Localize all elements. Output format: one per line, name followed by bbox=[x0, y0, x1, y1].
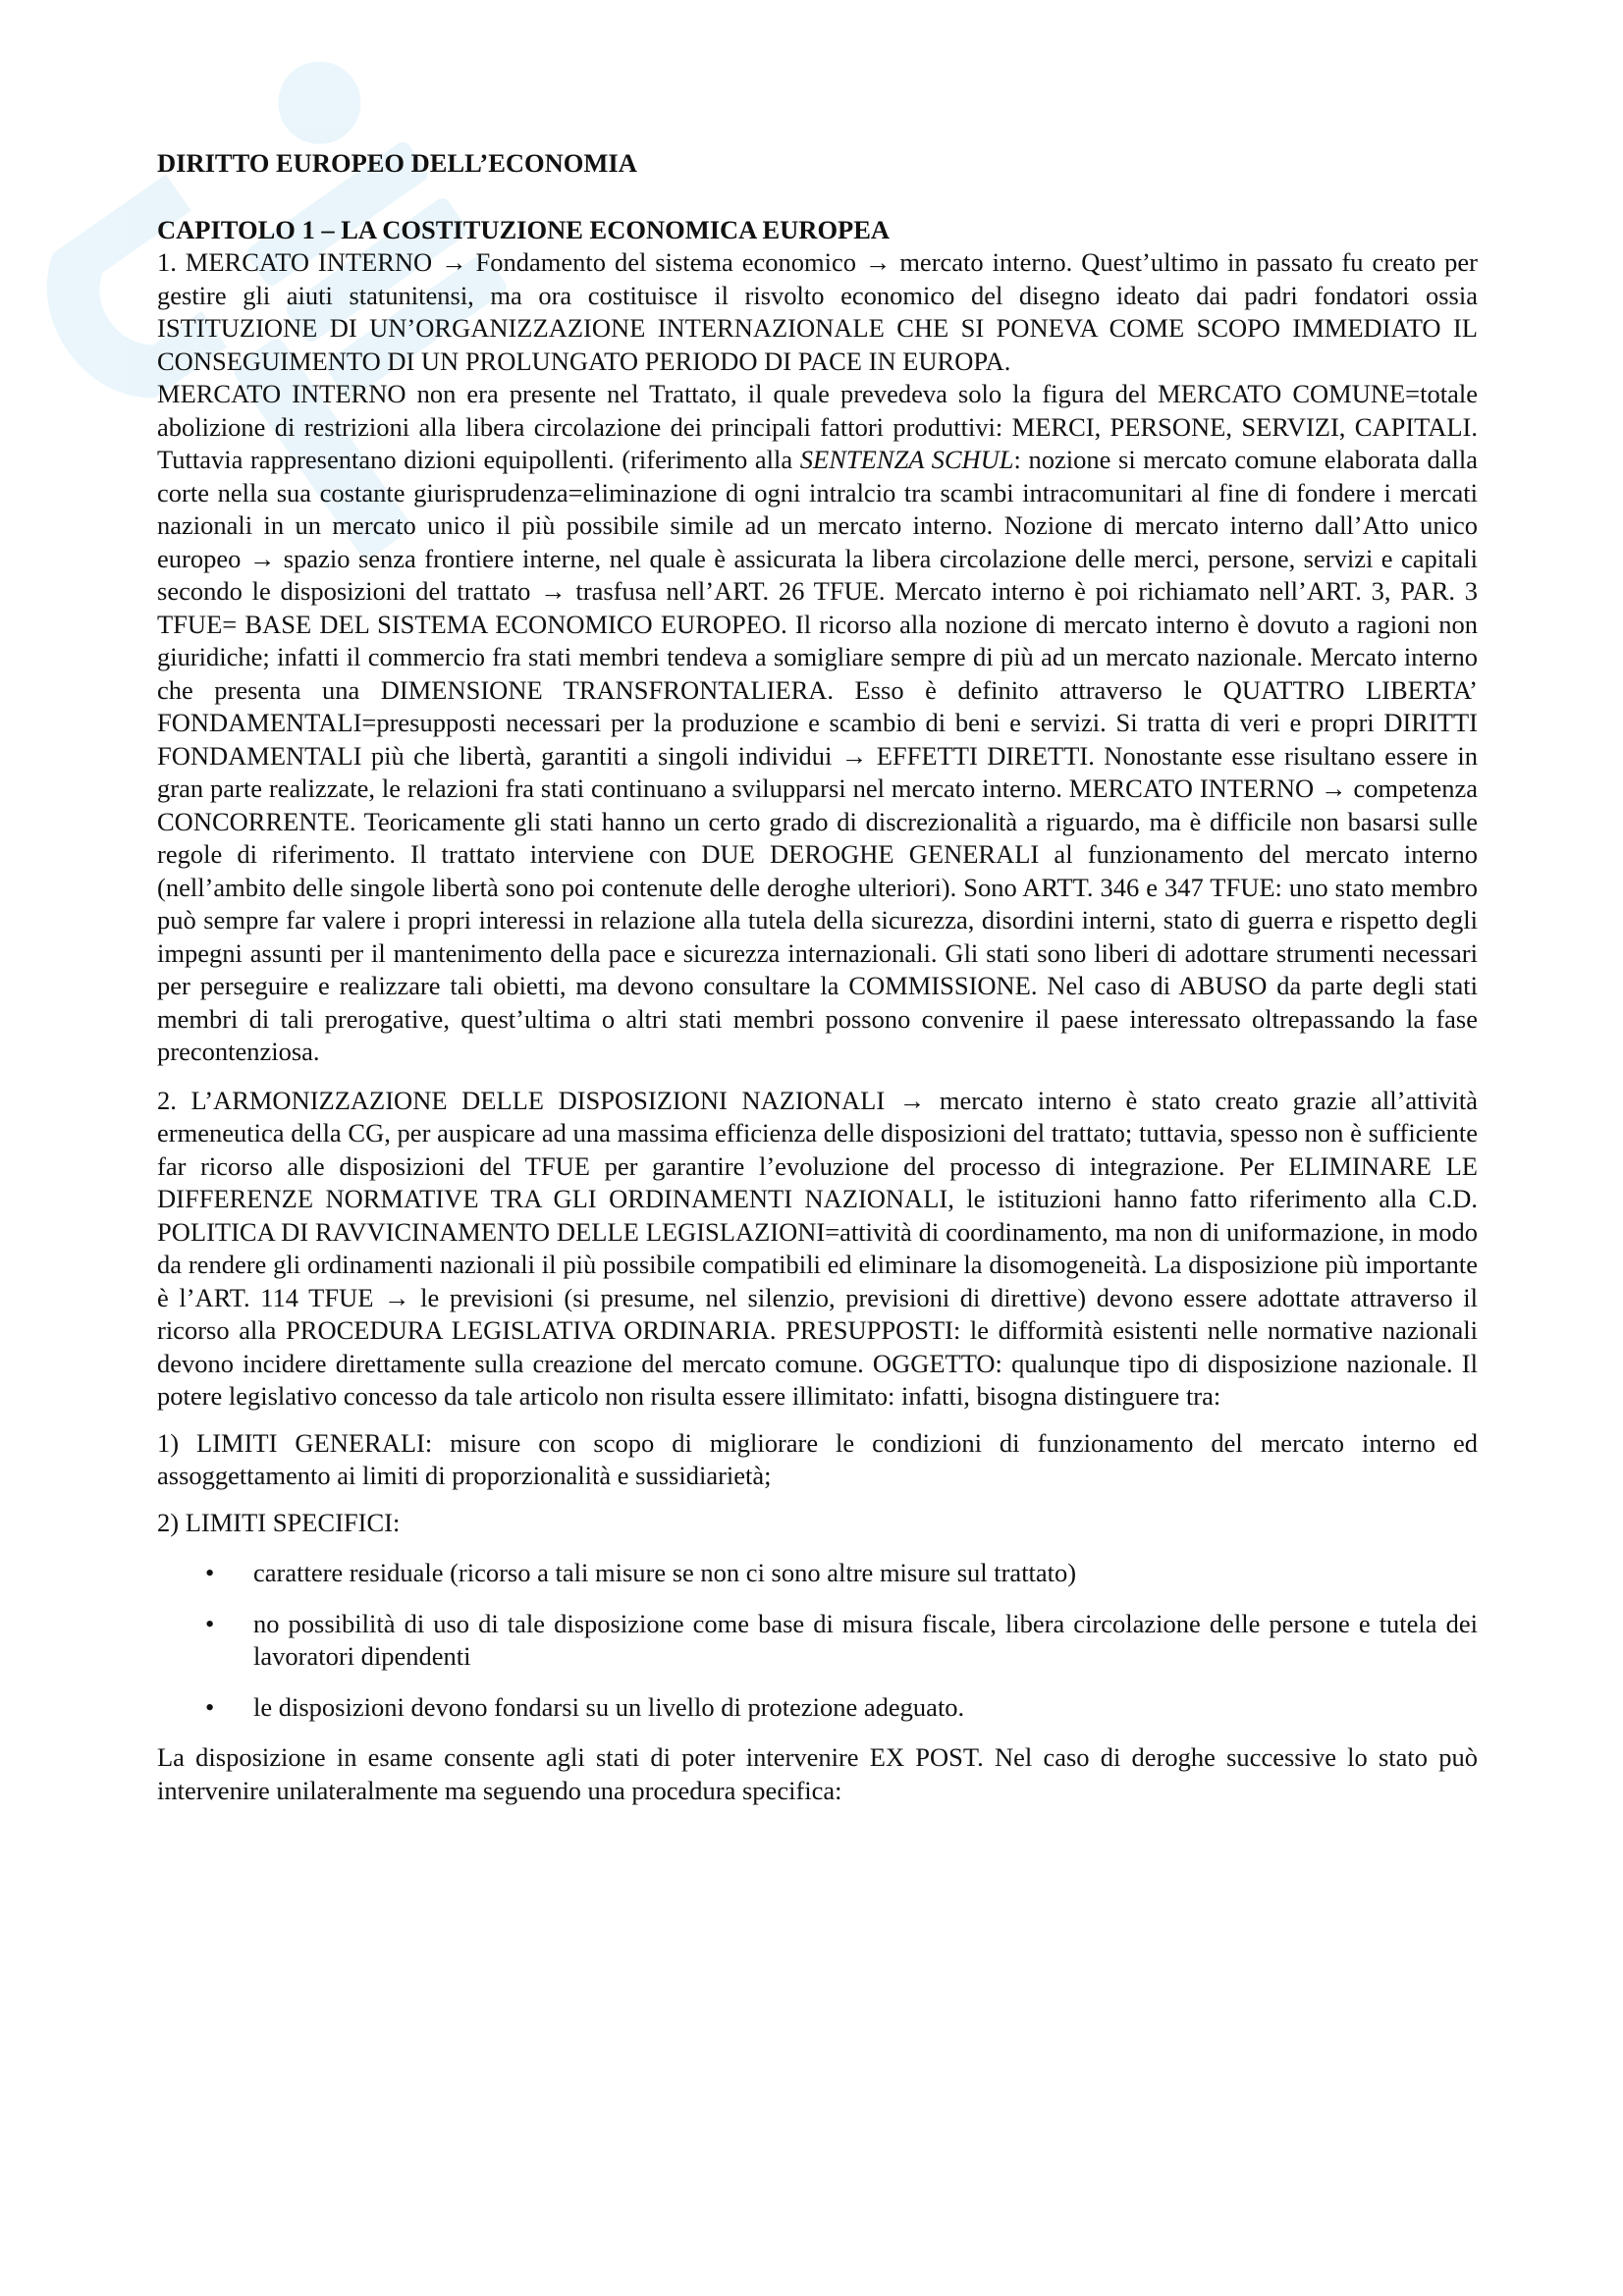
list-item: • no possibilità di uso di tale disposizione come base di misura fiscale, libera circolazione delle persone e tutela dei lavoratori dipendenti bbox=[205, 1608, 1478, 1671]
paragraph-armonizzazione: 2. L’ARMONIZZAZIONE DELLE DISPOSIZIONI NAZIONALI → mercato interno è stato creato grazie all’attività ermeneutica della CG, per auspicare ad una massima efficienza delle disposizioni del trattato; tuttavia, spesso non è sufficiente far ricorso alle disposizioni del TFUE per garantire l’evoluzione del processo di integrazione. Per ELIMINARE LE DIFFERENZE NORMATIVE TRA GLI ORDINAMENTI NAZIONALI, le istituzioni hanno fatto riferimento alla C.D. POLITICA DI RAVVICINAMENTO DELLE LEGISLAZIONI=attività di coordinamento, ma non di uniformazione, in modo da rendere gli ordinamenti nazionali il più possibile compatibili ed eliminare la disomogeneità. La disposizione più importante è l’ART. 114 TFUE → le previsioni (si presume, nel silenzio, previsioni di direttive) devono essere adottate attraverso il ricorso alla PROCEDURA LEGISLATIVA ORDINARIA. PRESUPPOSTI: le difformità esistenti nelle normative nazionali devono incidere direttamente sulla creazione del mercato comune. OGGETTO: qualunque tipo di disposizione nazionale. Il potere legislativo concesso da tale articolo non risulta essere illimitato: infatti, bisogna distinguere tra: bbox=[157, 1085, 1478, 1411]
paragraph-limiti-specifici: 2) LIMITI SPECIFICI: bbox=[157, 1507, 401, 1537]
document-page bbox=[157, 147, 1478, 1807]
sentenza-schul-reference: SENTENZA SCHUL bbox=[799, 445, 1014, 474]
list-item: • carattere residuale (ricorso a tali misure se non ci sono altre misure sul trattato) bbox=[157, 1557, 1478, 1590]
paragraph-ex-post: La disposizione in esame consente agli stati di poter intervenire EX POST. Nel caso di deroghe successive lo stato può intervenire unilateralmente ma seguendo una procedura specifica: bbox=[157, 1742, 1478, 1805]
limiti-specifici-list bbox=[157, 1557, 1478, 1724]
paragraph-mercato-comune bbox=[157, 378, 1478, 1069]
document-title: DIRITTO EUROPEO DELL’ECONOMIA bbox=[157, 148, 637, 178]
bullet-icon: • bbox=[205, 1608, 215, 1638]
list-item: • le disposizioni devono fondarsi su un livello di protezione adeguato. bbox=[157, 1691, 1478, 1725]
bullet-icon: • bbox=[205, 1558, 215, 1587]
paragraph-text: MERCATO INTERNO non era presente nel Trattato, il quale prevedeva solo la figura del MERCATO COMUNE=totale abolizione di restrizioni alla libera circolazione dei principali fattori produttivi: MERCI, PERSONE, SERVIZI, CAPITALI. Tuttavia rappresentano dizioni equipollenti. (riferimento alla bbox=[157, 379, 1478, 474]
chapter-title: CAPITOLO 1 – LA COSTITUZIONE ECONOMICA EUROPEA bbox=[157, 214, 891, 244]
paragraph-mercato-interno: 1. MERCATO INTERNO → Fondamento del sistema economico → mercato interno. Quest’ultimo in passato fu creato per gestire gli aiuti statunitensi, ma ora costituisce il risvolto economico del disegno ideato dai padri fondatori ossia ISTITUZIONE DI UN’ORGANIZZAZIONE INTERNAZIONALE CHE SI PONEVA COME SCOPO IMMEDIATO IL CONSEGUIMENTO DI UN PROLUNGATO PERIODO DI PACE IN EUROPA. bbox=[157, 247, 1478, 376]
paragraph-text: : nozione si mercato comune elaborata dalla corte nella sua costante giurisprudenza=eliminazione di ogni intralcio tra scambi intracomunitari al fine di fondere i mercati nazionali in un mercato unico il più possibile simile ad un mercato interno. Nozione di mercato interno dall’Atto unico europeo → spazio senza frontiere interne, nel quale è assicurata la libera circolazione delle merci, persone, servizi e capitali secondo le disposizioni del trattato → trasfusa nell’ART. 26 TFUE. Mercato interno è poi richiamato nell’ART. 3, PAR. 3 TFUE= BASE DEL SISTEMA ECONOMICO EUROPEO. Il ricorso alla nozione di mercato interno è dovuto a ragioni non giuridiche; infatti il commercio fra stati membri tendeva a somigliare sempre di più ad un mercato nazionale. Mercato interno che presenta una DIMENSIONE TRANSFRONTALIERA. Esso è definito attraverso le QUATTRO LIBERTA’ FONDAMENTALI=presupposti necessari per la produzione e scambio di beni e servizi. Si tratta di veri e propri DIRITTI FONDAMENTALI più che libertà, garantiti a singoli individui → EFFETTI DIRETTI. Nonostante esse risultano essere in gran parte realizzate, le relazioni fra stati continuano a svilupparsi nel mercato interno. MERCATO INTERNO → competenza CONCORRENTE. Teoricamente gli stati hanno un certo grado di discrezionalità a riguardo, ma è difficile non basarsi sulle regole di riferimento. Il trattato interviene con DUE DEROGHE GENERALI al funzionamento del mercato interno (nell’ambito delle singole libertà sono poi contenute delle deroghe ulteriori). Sono ARTT. 346 e 347 TFUE: uno stato membro può sempre far valere i propri interessi in relazione alla tutela della sicurezza, disordini interni, stato di guerra e rispetto degli impegni assunti per il mantenimento della pace e sicurezza internazionali. Gli stati sono liberi di adottare strumenti necessari per perseguire e realizzare tali obietti, ma devono consultare la COMMISSIONE. Nel caso di ABUSO da parte degli stati membri di tali prerogative, quest’ultima o altri stati membri possono convenire il paese interessato oltrepassando la fase precontenziosa. bbox=[157, 445, 1478, 1066]
paragraph-limiti-generali: 1) LIMITI GENERALI: misure con scopo di migliorare le condizioni di funzionamento del mercato interno ed assoggettamento ai limiti di proporzionalità e sussidiarietà; bbox=[157, 1427, 1478, 1490]
bullet-icon: • bbox=[205, 1691, 215, 1722]
